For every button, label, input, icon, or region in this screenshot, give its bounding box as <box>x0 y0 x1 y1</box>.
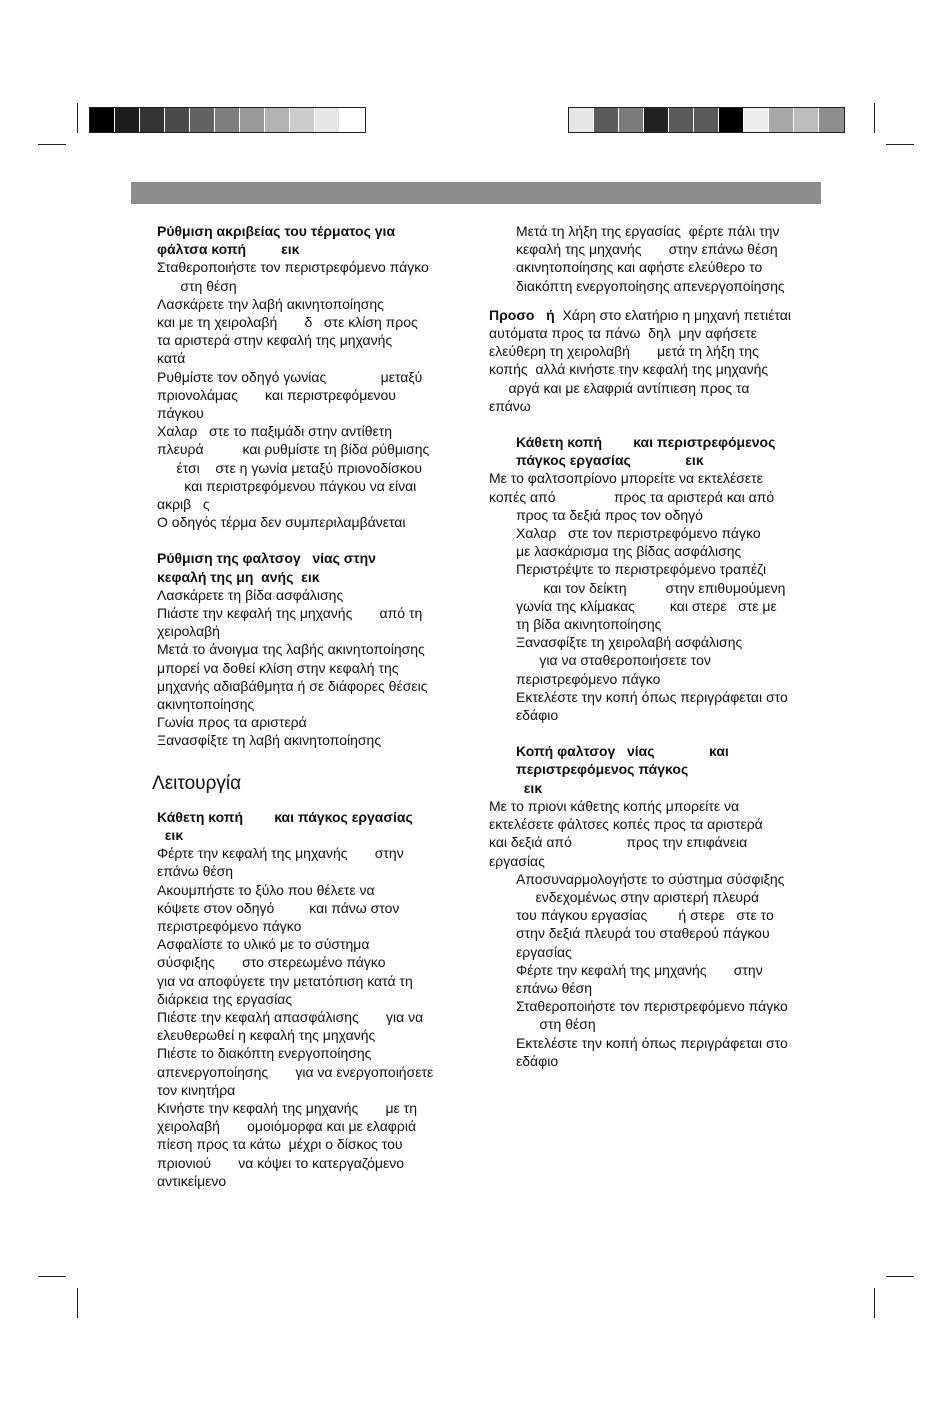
section-heading: Ρύθμιση ακριβείας του τέρματος για <box>157 223 396 239</box>
text-line: με λασκάρισμα της βίδας ασφάλισης <box>516 543 742 560</box>
text-line: κόψετε στον οδηγό και πάνω στον <box>157 899 400 916</box>
text-line: Λασκάρετε τη βίδα ασφάλισης <box>157 586 344 603</box>
section-heading: φάλτσα κοπή εικ <box>157 241 300 258</box>
text-line: γωνία της κλίμακας και στερε στε με <box>516 597 777 614</box>
text-line: κοπής αλλά κινήστε την κεφαλή της μηχανής <box>489 361 769 378</box>
color-swatch <box>744 108 769 132</box>
color-swatch <box>819 108 844 132</box>
section-heading: κεφαλή της μη ανής εικ <box>157 568 320 585</box>
text-line: Σταθεροποιήστε τον περιστρεφόμενο πάγκο <box>516 998 788 1015</box>
crop-mark <box>874 1288 875 1318</box>
text-line: Ο οδηγός τέρμα δεν συμπεριλαμβάνεται <box>157 514 406 531</box>
text-line: χειρολαβή ομοιόμορφα και με ελαφριά <box>157 1118 417 1135</box>
text-line: στη θέση <box>516 1016 596 1033</box>
text-line: εδάφιο <box>516 707 559 724</box>
text-line: εργασίας <box>516 943 572 960</box>
text-line: σύσφιξης στο στερεωμένο πάγκο <box>157 954 386 971</box>
text-line: ακινητοποίησης και αφήστε ελεύθερο το <box>516 259 763 276</box>
right-column <box>489 222 824 1070</box>
text-line: ακινητοποίησης <box>157 696 255 713</box>
note-label: Προσο ή <box>489 306 555 323</box>
text-line: πριονολάμας και περιστρεφόμενου <box>157 386 396 403</box>
text-line: έτσι στε η γωνία μεταξύ πριονοδίσκου <box>157 459 423 476</box>
text-line: επάνω θέση <box>157 863 234 880</box>
text-line: και περιστρεφόμενου πάγκου να είναι <box>157 477 417 494</box>
color-swatch <box>669 108 694 132</box>
text-line: τα αριστερά στην κεφαλή της μηχανής <box>157 332 393 349</box>
color-swatch <box>794 108 819 132</box>
text-line: Με το πριονι κάθετης κοπής μπορείτε να <box>489 797 740 814</box>
color-swatch <box>694 108 719 132</box>
text-line: Λασκάρετε την λαβή ακινητοποίησης <box>157 295 384 312</box>
section-heading: περιστρεφόμενος πάγκος <box>516 761 689 778</box>
text-line: πάγκου <box>157 405 204 422</box>
text-line: Φέρτε την κεφαλή της μηχανής στην <box>516 961 763 978</box>
text-line: πλευρά και ρυθμίστε τη βίδα ρύθμισης <box>157 441 430 458</box>
text-line: Φέρτε την κεφαλή της μηχανής στην <box>157 845 404 862</box>
color-swatch <box>115 108 140 132</box>
text-line: αντικείμενο <box>157 1172 227 1189</box>
text-line: και δεξιά από προς την επιφάνεια <box>489 834 748 851</box>
crop-mark <box>874 103 875 133</box>
section-heading: πάγκος εργασίας εικ <box>516 452 704 469</box>
color-swatch <box>340 108 365 132</box>
text-line: εκτελέσετε φάλτσες κοπές προς τα αριστερά <box>489 816 763 833</box>
text-line: Γωνία προς τα αριστερά <box>157 714 307 731</box>
text-line: μπορεί να δοθεί κλίση στην κεφαλή της <box>157 659 399 676</box>
text-line: εργασίας <box>489 852 545 869</box>
chapter-title: Λειτουργία <box>152 772 242 794</box>
crop-mark <box>77 1288 78 1318</box>
text-line: αργά και με ελαφριά αντίπιεση προς τα <box>489 379 750 396</box>
text-line: Αποσυναρμολογήστε το σύστημα σύσφιξης <box>516 870 785 887</box>
color-swatch <box>569 108 594 132</box>
color-swatch <box>240 108 265 132</box>
text-line: επάνω θέση <box>516 979 593 996</box>
text-line: προς τα δεξιά προς τον οδηγό <box>516 506 703 523</box>
text-line: Ξανασφίξτε τη λαβή ακινητοποίησης <box>157 732 382 749</box>
text-line: κοπές από προς τα αριστερά και από <box>489 488 775 505</box>
color-swatch <box>90 108 115 132</box>
text-line: Πιέστε την κεφαλή απασφάλισης για να <box>157 1008 424 1025</box>
color-swatch <box>594 108 619 132</box>
text-line: Εκτελέστε την κοπή όπως περιγράφεται στο <box>516 1034 788 1051</box>
text-line: Περιστρέψτε το περιστρεφόμενο τραπέζι <box>516 561 767 578</box>
section-heading: εικ <box>516 779 543 796</box>
text-line: στη θέση <box>157 277 237 294</box>
text-line: ενδεχομένως στην αριστερή πλευρά <box>516 888 760 905</box>
crop-mark <box>38 144 66 145</box>
text-line: Χαλαρ στε το παξιμάδι στην αντίθετη <box>157 423 393 440</box>
text-line: πριονιού να κόψει το κατεργαζόμενο <box>157 1154 404 1171</box>
text-line: Με το φαλτσοπρίονο μπορείτε να εκτελέσετε <box>489 470 763 487</box>
text-line: μηχανής αδιαβάθμητα ή σε διάφορες θέσεις <box>157 677 428 694</box>
text-line: ελεύθερη τη χειρολαβή μετά τη λήξη της <box>489 343 759 360</box>
text-line: διάρκεια της εργασίας <box>157 990 293 1007</box>
text-line: Ακουμπήστε το ξύλο που θέλετε να <box>157 881 375 898</box>
color-swatch <box>769 108 794 132</box>
text-line: Ρυθμίστε τον οδηγό γωνίας μεταξύ <box>157 368 423 385</box>
text-line: τον κινητήρα <box>157 1081 236 1098</box>
section-heading: Κοπή φαλτσογ νίας και <box>516 743 729 760</box>
color-swatch <box>290 108 315 132</box>
text-line: απενεργοποίησης για να ενεργοποιήσετε <box>157 1063 434 1080</box>
text-line: αυτόματα προς τα πάνω δηλ μην αφήσετε <box>489 325 757 342</box>
color-swatch <box>719 108 744 132</box>
section-heading: Κάθετη κοπή και πάγκος εργασίας <box>157 808 413 825</box>
text-line: διακόπτη ενεργοποίησης απενεργοποίησης <box>516 277 785 294</box>
section-heading: Κάθετη κοπή και περιστρεφόμενος <box>516 434 776 451</box>
color-swatch <box>619 108 644 132</box>
text-line: Χάρη στο ελατήριο η μηχανή πετιέται <box>554 306 791 323</box>
color-swatch <box>140 108 165 132</box>
text-line: και με τη χειρολαβή δ στε κλίση προς <box>157 314 418 331</box>
text-line: Σταθεροποιήστε τον περιστρεφόμενο πάγκο <box>157 259 429 276</box>
color-calibration-bar-right <box>568 107 845 133</box>
left-column <box>152 222 462 1190</box>
text-line: για να αποφύγετε την μετατόπιση κατά τη <box>157 972 413 989</box>
crop-mark <box>886 144 914 145</box>
text-line: και τον δείκτη στην επιθυμούμενη <box>516 579 786 596</box>
text-line: στην δεξιά πλευρά του σταθερού πάγκου <box>516 925 770 942</box>
crop-mark <box>886 1276 914 1277</box>
color-swatch <box>215 108 240 132</box>
section-heading: εικ <box>157 826 184 843</box>
text-line: κατά <box>157 350 186 367</box>
text-line: του πάγκου εργασίας ή στερε στε το <box>516 907 774 924</box>
color-swatch <box>165 108 190 132</box>
text-line: τη βίδα ακινητοποίησης <box>516 616 662 633</box>
section-heading: Ρύθμιση της φαλτσογ νίας στην <box>157 550 376 567</box>
text-line: Μετά τη λήξη της εργασίας φέρτε πάλι την <box>516 223 780 239</box>
color-swatch <box>315 108 340 132</box>
color-swatch <box>190 108 215 132</box>
header-bar <box>131 182 821 204</box>
text-line: για να σταθεροποιήσετε τον <box>516 652 711 669</box>
text-line: Μετά το άνοιγμα της λαβής ακινητοποίησης <box>157 641 425 658</box>
text-line: Πιάστε την κεφαλή της μηχανής από τη <box>157 605 423 622</box>
text-line: Πιέστε το διακόπτη ενεργοποίησης <box>157 1045 372 1062</box>
crop-mark <box>38 1276 66 1277</box>
text-line: Χαλαρ στε τον περιστρεφόμενο πάγκο <box>516 525 761 542</box>
color-calibration-bar-left <box>89 107 366 133</box>
text-line: επάνω <box>489 397 531 414</box>
text-line: περιστρεφόμενο πάγκο <box>516 670 661 687</box>
text-line: Ασφαλίστε το υλικό με το σύστημα <box>157 936 370 953</box>
text-line: Ξανασφίξτε τη χειρολαβή ασφάλισης <box>516 634 743 651</box>
crop-mark <box>77 103 78 133</box>
text-line: ακριβ ς <box>157 496 210 513</box>
text-line: Κινήστε την κεφαλή της μηχανής με τη <box>157 1099 417 1116</box>
text-line: κεφαλή της μηχανής στην επάνω θέση <box>516 241 778 258</box>
text-line: εδάφιο <box>516 1052 559 1069</box>
text-line: περιστρεφόμενο πάγκο <box>157 917 302 934</box>
color-swatch <box>265 108 290 132</box>
text-line: χειρολαβή <box>157 623 220 640</box>
color-swatch <box>644 108 669 132</box>
text-line: πίεση προς τα κάτω μέχρι ο δίσκος του <box>157 1136 403 1153</box>
text-line: ελευθερωθεί η κεφαλή της μηχανής <box>157 1027 376 1044</box>
text-line: Εκτελέστε την κοπή όπως περιγράφεται στο <box>516 688 788 705</box>
note-line <box>489 306 824 324</box>
